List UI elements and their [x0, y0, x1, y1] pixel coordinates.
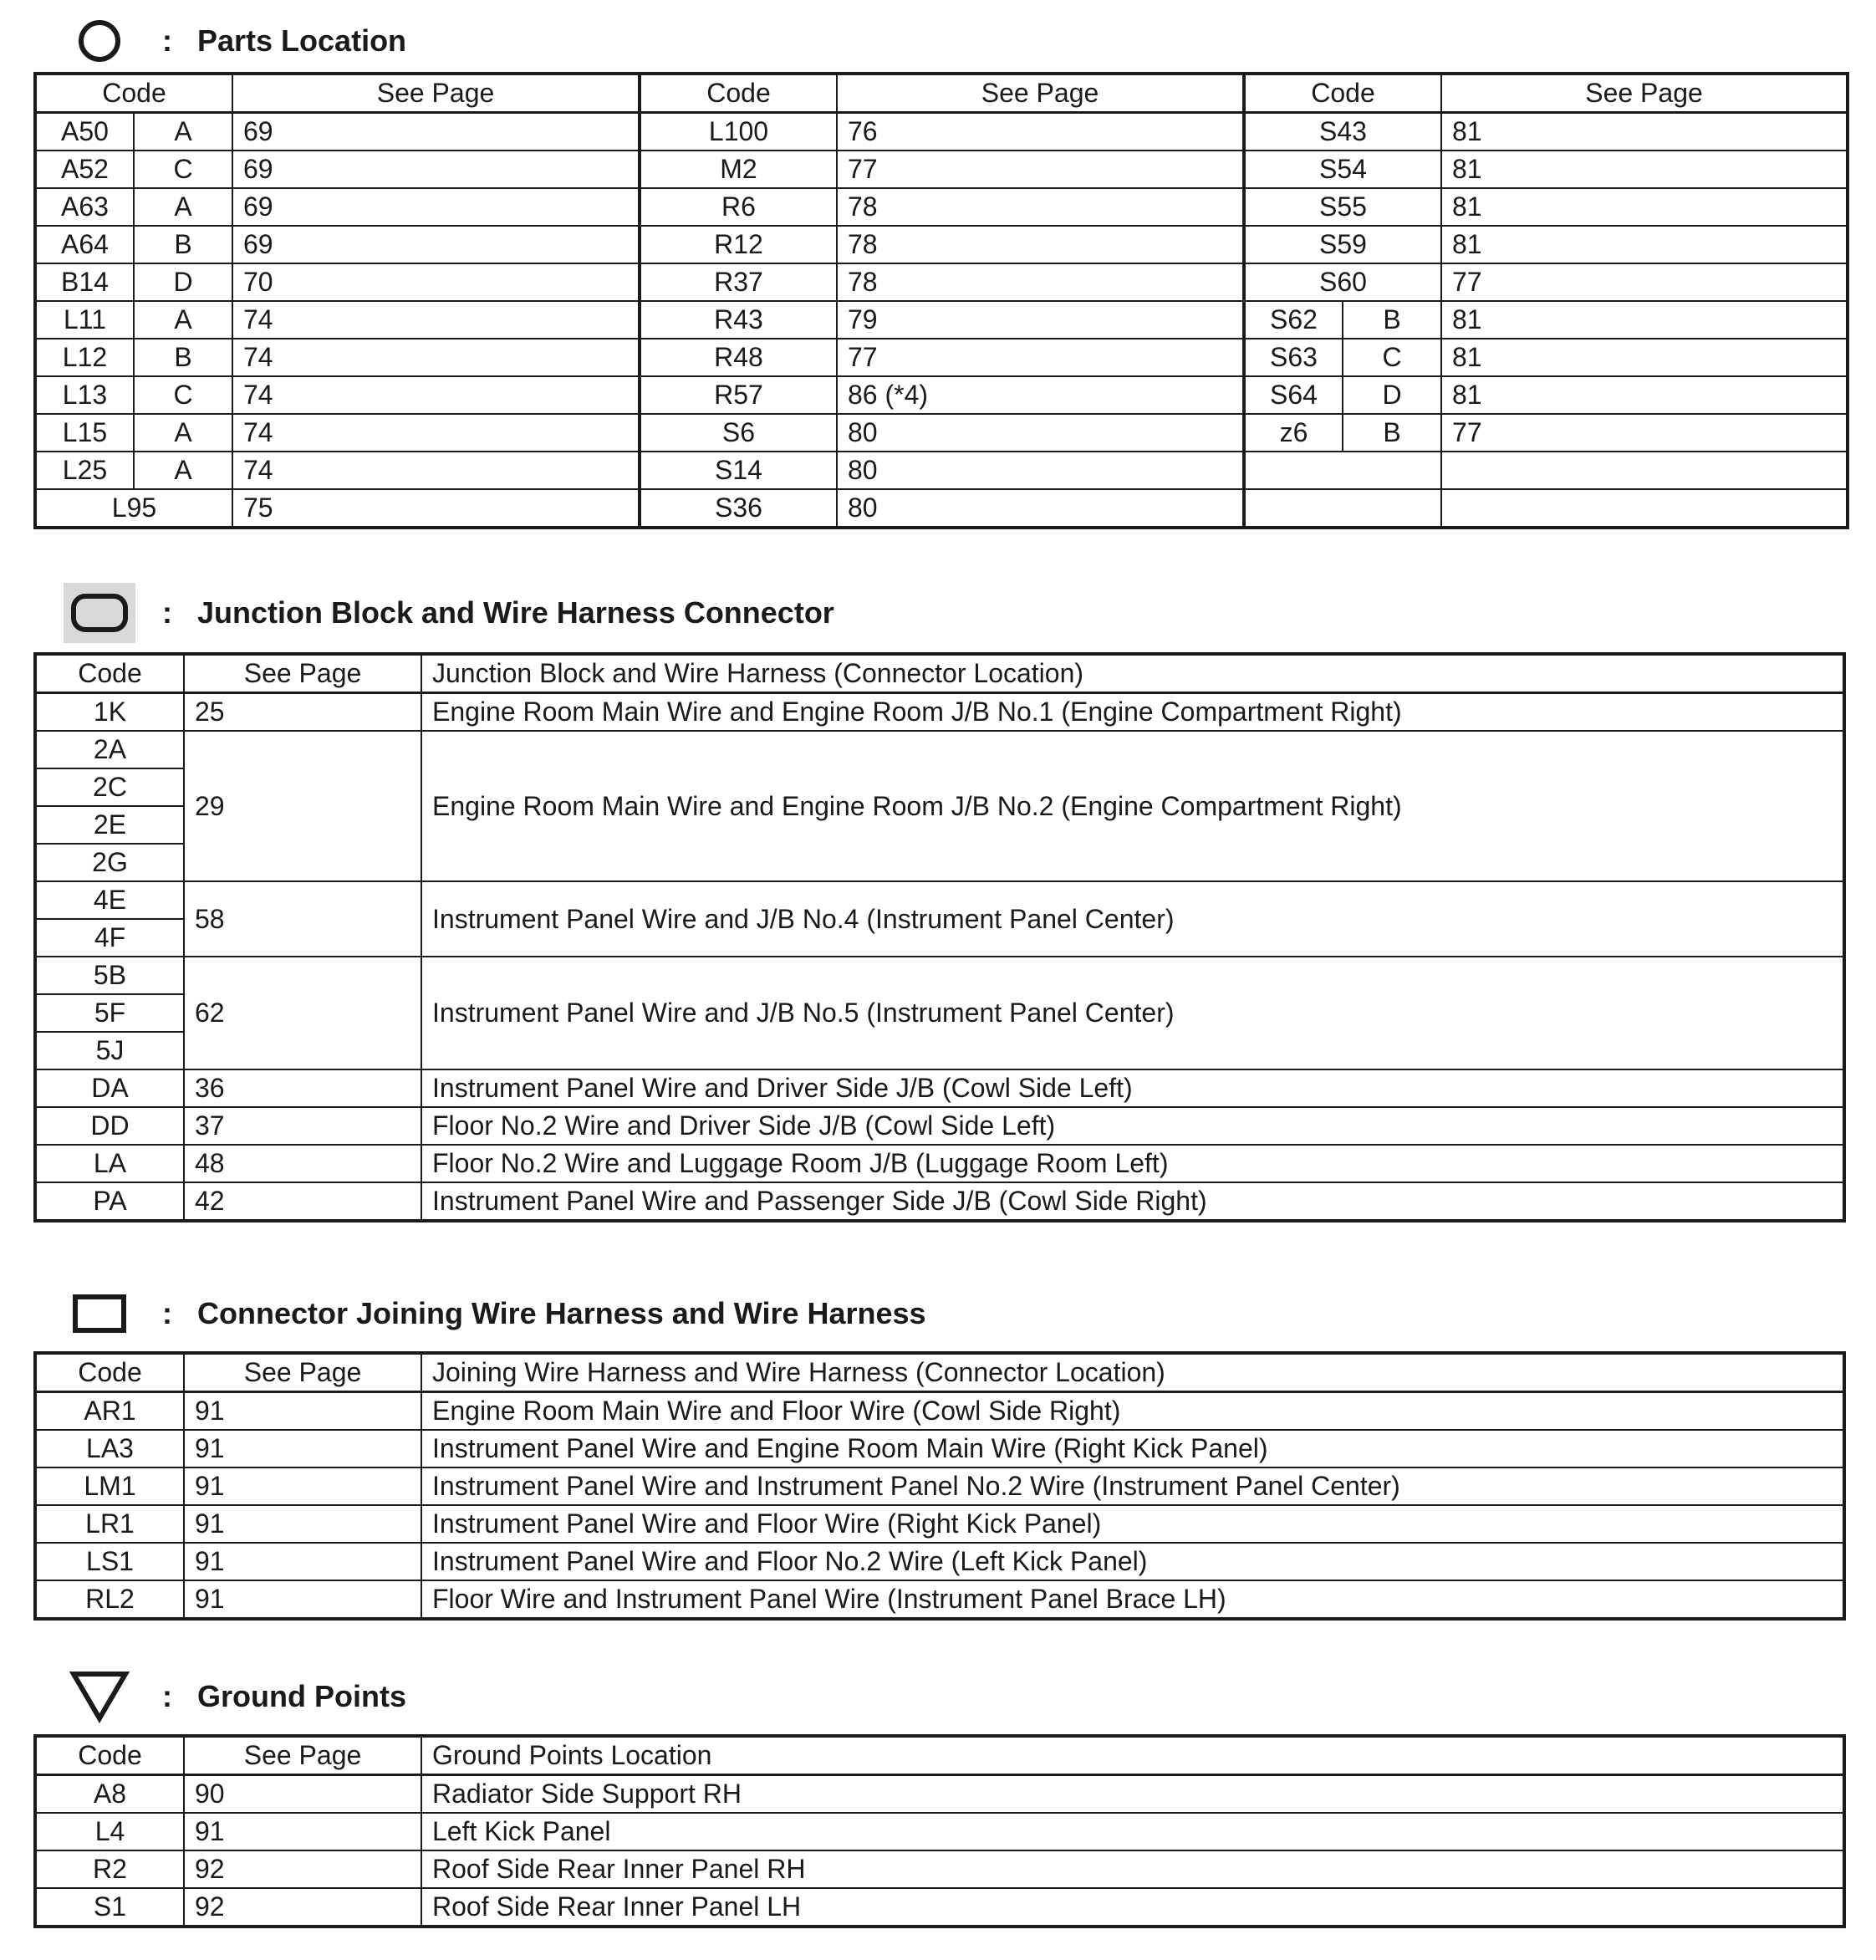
- junction-block-table: [33, 652, 1846, 1222]
- table-header-row: [35, 1353, 1844, 1392]
- see-page-cell: 69: [232, 226, 640, 263]
- code-cell: RL2: [35, 1580, 184, 1619]
- location-cell: Instrument Panel Wire and J/B No.5 (Instrument Panel Center): [421, 957, 1844, 1069]
- table-row: [35, 1392, 1844, 1431]
- code-cell: B14: [35, 263, 134, 301]
- table-row: [35, 881, 1844, 919]
- column-header-code: Code: [35, 1736, 184, 1775]
- see-page-cell: 80: [837, 452, 1244, 489]
- code-cell: M2: [640, 151, 837, 188]
- table-row: [35, 957, 1844, 994]
- see-page-cell: 81: [1441, 226, 1848, 263]
- location-cell: Radiator Side Support RH: [421, 1775, 1844, 1814]
- see-page-cell: 36: [184, 1069, 421, 1107]
- table-row: [35, 1888, 1844, 1927]
- code-cell: DD: [35, 1107, 184, 1145]
- location-cell: Engine Room Main Wire and Engine Room J/B No.2 (Engine Compartment Right): [421, 731, 1844, 881]
- code-cell: S36: [640, 489, 837, 528]
- see-page-cell: [1441, 489, 1848, 528]
- table-row: [35, 1467, 1844, 1505]
- code-cell: A50: [35, 113, 134, 151]
- connector-letter-cell: D: [1343, 376, 1441, 414]
- code-cell: 4F: [35, 919, 184, 957]
- see-page-cell: 74: [232, 339, 640, 376]
- code-cell: A64: [35, 226, 134, 263]
- see-page-cell: 92: [184, 1888, 421, 1927]
- connector-joining-rows: [35, 1392, 1844, 1620]
- column-header-see-page: See Page: [837, 74, 1244, 113]
- connector-joining-table: [33, 1351, 1846, 1621]
- see-page-cell: 91: [184, 1467, 421, 1505]
- table-header-row: [35, 74, 1848, 113]
- table-row: [35, 731, 1844, 768]
- table-header-row: [35, 654, 1844, 693]
- location-cell: Instrument Panel Wire and J/B No.4 (Instrument Panel Center): [421, 881, 1844, 957]
- code-cell: L12: [35, 339, 134, 376]
- see-page-cell: 80: [837, 414, 1244, 452]
- code-cell: A63: [35, 188, 134, 226]
- location-cell: Instrument Panel Wire and Driver Side J/B (Cowl Side Left): [421, 1069, 1844, 1107]
- table-row: [35, 1145, 1844, 1182]
- see-page-cell: 81: [1441, 113, 1848, 151]
- code-cell: z6: [1244, 414, 1343, 452]
- see-page-cell: 90: [184, 1775, 421, 1814]
- section-title: Ground Points: [197, 1679, 406, 1713]
- code-cell: R57: [640, 376, 837, 414]
- see-page-cell: 69: [232, 188, 640, 226]
- table-row: [35, 1430, 1844, 1467]
- see-page-cell: 80: [837, 489, 1244, 528]
- connector-letter-cell: A: [134, 301, 232, 339]
- table-row: [35, 693, 1844, 732]
- see-page-cell: 78: [837, 263, 1244, 301]
- see-page-cell: 91: [184, 1813, 421, 1850]
- code-cell: R48: [640, 339, 837, 376]
- see-page-cell: 58: [184, 881, 421, 957]
- code-cell: 5B: [35, 957, 184, 994]
- column-header-location: Junction Block and Wire Harness (Connector Location): [421, 654, 1844, 693]
- code-cell: S62: [1244, 301, 1343, 339]
- code-cell: 1K: [35, 693, 184, 732]
- column-header-code: Code: [1244, 74, 1441, 113]
- code-cell: R43: [640, 301, 837, 339]
- table-row: [35, 452, 1848, 489]
- code-cell: S14: [640, 452, 837, 489]
- location-cell: Instrument Panel Wire and Floor No.2 Wire (Left Kick Panel): [421, 1543, 1844, 1580]
- connector-letter-cell: A: [134, 452, 232, 489]
- see-page-cell: 74: [232, 414, 640, 452]
- see-page-cell: 69: [232, 151, 640, 188]
- code-cell: 2E: [35, 806, 184, 844]
- see-page-cell: 69: [232, 113, 640, 151]
- see-page-cell: 81: [1441, 151, 1848, 188]
- location-cell: Instrument Panel Wire and Instrument Panel No.2 Wire (Instrument Panel Center): [421, 1467, 1844, 1505]
- code-cell: L15: [35, 414, 134, 452]
- see-page-cell: 78: [837, 188, 1244, 226]
- code-cell: R37: [640, 263, 837, 301]
- table-row: [35, 1069, 1844, 1107]
- code-cell: S63: [1244, 339, 1343, 376]
- table-row: [35, 376, 1848, 414]
- code-cell: 2A: [35, 731, 184, 768]
- triangle-down-icon: [62, 1667, 137, 1726]
- code-cell: L95: [35, 489, 232, 528]
- table-row: [35, 339, 1848, 376]
- see-page-cell: 42: [184, 1182, 421, 1221]
- see-page-cell: 91: [184, 1392, 421, 1431]
- see-page-cell: 77: [837, 151, 1244, 188]
- separator: :: [162, 1296, 172, 1330]
- location-cell: Floor Wire and Instrument Panel Wire (Instrument Panel Brace LH): [421, 1580, 1844, 1619]
- code-cell: S6: [640, 414, 837, 452]
- see-page-cell: 74: [232, 452, 640, 489]
- location-cell: Floor No.2 Wire and Driver Side J/B (Cowl Side Left): [421, 1107, 1844, 1145]
- see-page-cell: 78: [837, 226, 1244, 263]
- code-cell: PA: [35, 1182, 184, 1221]
- see-page-cell: 81: [1441, 339, 1848, 376]
- column-header-see-page: See Page: [1441, 74, 1848, 113]
- column-header-location: Ground Points Location: [421, 1736, 1844, 1775]
- code-cell: LA3: [35, 1430, 184, 1467]
- connector-letter-cell: C: [1343, 339, 1441, 376]
- parts-location-rows: [35, 113, 1848, 528]
- connector-letter-cell: B: [1343, 301, 1441, 339]
- connector-letter-cell: A: [134, 113, 232, 151]
- location-cell: Roof Side Rear Inner Panel RH: [421, 1850, 1844, 1888]
- code-cell: LS1: [35, 1543, 184, 1580]
- see-page-cell: 70: [232, 263, 640, 301]
- see-page-cell: 74: [232, 301, 640, 339]
- column-header-see-page: See Page: [184, 1353, 421, 1392]
- see-page-cell: 75: [232, 489, 640, 528]
- see-page-cell: [1441, 452, 1848, 489]
- code-cell: R12: [640, 226, 837, 263]
- ground-points-rows: [35, 1775, 1844, 1927]
- see-page-cell: 48: [184, 1145, 421, 1182]
- code-cell: S1: [35, 1888, 184, 1927]
- code-cell: R2: [35, 1850, 184, 1888]
- column-header-location: Joining Wire Harness and Wire Harness (Connector Location): [421, 1353, 1844, 1392]
- junction-block-rows: [35, 693, 1844, 1222]
- code-cell: 4E: [35, 881, 184, 919]
- table-row: [35, 301, 1848, 339]
- connector-letter-cell: C: [134, 376, 232, 414]
- rounded-rect-icon: [62, 584, 137, 642]
- circle-icon: [62, 12, 137, 70]
- code-cell: S59: [1244, 226, 1441, 263]
- see-page-cell: 77: [1441, 414, 1848, 452]
- see-page-cell: 81: [1441, 188, 1848, 226]
- location-cell: Engine Room Main Wire and Engine Room J/B No.1 (Engine Compartment Right): [421, 693, 1844, 732]
- separator: :: [162, 23, 172, 58]
- code-cell: [1244, 452, 1441, 489]
- code-cell: S54: [1244, 151, 1441, 188]
- table-row: [35, 489, 1848, 528]
- location-cell: Floor No.2 Wire and Luggage Room J/B (Luggage Room Left): [421, 1145, 1844, 1182]
- see-page-cell: 92: [184, 1850, 421, 1888]
- table-row: [35, 1850, 1844, 1888]
- code-cell: S60: [1244, 263, 1441, 301]
- code-cell: A8: [35, 1775, 184, 1814]
- column-header-code: Code: [35, 1353, 184, 1392]
- see-page-cell: 79: [837, 301, 1244, 339]
- code-cell: S55: [1244, 188, 1441, 226]
- column-header-code: Code: [640, 74, 837, 113]
- code-cell: L25: [35, 452, 134, 489]
- code-cell: L13: [35, 376, 134, 414]
- separator: :: [162, 595, 172, 630]
- see-page-cell: 91: [184, 1543, 421, 1580]
- see-page-cell: 74: [232, 376, 640, 414]
- see-page-cell: 91: [184, 1580, 421, 1619]
- see-page-cell: 86 (*4): [837, 376, 1244, 414]
- table-row: [35, 188, 1848, 226]
- code-cell: R6: [640, 188, 837, 226]
- see-page-cell: 29: [184, 731, 421, 881]
- code-cell: 2G: [35, 844, 184, 881]
- column-header-code: Code: [35, 654, 184, 693]
- table-row: [35, 1182, 1844, 1221]
- see-page-cell: 77: [1441, 263, 1848, 301]
- see-page-cell: 37: [184, 1107, 421, 1145]
- code-cell: 5J: [35, 1032, 184, 1069]
- code-cell: S43: [1244, 113, 1441, 151]
- code-cell: 2C: [35, 768, 184, 806]
- section-title: Parts Location: [197, 23, 407, 58]
- location-cell: Instrument Panel Wire and Passenger Side J/B (Cowl Side Right): [421, 1182, 1844, 1221]
- code-cell: L11: [35, 301, 134, 339]
- connector-letter-cell: B: [134, 339, 232, 376]
- table-row: [35, 113, 1848, 151]
- section-title: Connector Joining Wire Harness and Wire Harness: [197, 1296, 926, 1330]
- code-cell: DA: [35, 1069, 184, 1107]
- column-header-see-page: See Page: [184, 1736, 421, 1775]
- column-header-see-page: See Page: [184, 654, 421, 693]
- see-page-cell: 81: [1441, 376, 1848, 414]
- see-page-cell: 81: [1441, 301, 1848, 339]
- connector-letter-cell: D: [134, 263, 232, 301]
- location-cell: Instrument Panel Wire and Floor Wire (Right Kick Panel): [421, 1505, 1844, 1543]
- table-row: [35, 263, 1848, 301]
- code-cell: L4: [35, 1813, 184, 1850]
- connector-letter-cell: A: [134, 188, 232, 226]
- separator: :: [162, 1679, 172, 1713]
- code-cell: LA: [35, 1145, 184, 1182]
- code-cell: A52: [35, 151, 134, 188]
- parts-location-table: [33, 72, 1849, 529]
- table-row: [35, 1107, 1844, 1145]
- table-row: [35, 151, 1848, 188]
- code-cell: L100: [640, 113, 837, 151]
- code-cell: LM1: [35, 1467, 184, 1505]
- connector-letter-cell: B: [134, 226, 232, 263]
- see-page-cell: 76: [837, 113, 1244, 151]
- see-page-cell: 91: [184, 1430, 421, 1467]
- table-row: [35, 1775, 1844, 1814]
- table-row: [35, 226, 1848, 263]
- column-header-code: Code: [35, 74, 232, 113]
- connector-letter-cell: C: [134, 151, 232, 188]
- location-cell: Instrument Panel Wire and Engine Room Main Wire (Right Kick Panel): [421, 1430, 1844, 1467]
- location-cell: Left Kick Panel: [421, 1813, 1844, 1850]
- table-row: [35, 1543, 1844, 1580]
- section-title: Junction Block and Wire Harness Connector: [197, 595, 834, 630]
- location-cell: Roof Side Rear Inner Panel LH: [421, 1888, 1844, 1927]
- table-row: [35, 1505, 1844, 1543]
- ground-points-table: [33, 1734, 1846, 1928]
- table-row: [35, 1813, 1844, 1850]
- table-row: [35, 414, 1848, 452]
- code-cell: 5F: [35, 994, 184, 1032]
- rectangle-icon: [62, 1284, 137, 1343]
- table-header-row: [35, 1736, 1844, 1775]
- see-page-cell: 62: [184, 957, 421, 1069]
- code-cell: LR1: [35, 1505, 184, 1543]
- see-page-cell: 25: [184, 693, 421, 732]
- location-cell: Engine Room Main Wire and Floor Wire (Cowl Side Right): [421, 1392, 1844, 1431]
- connector-letter-cell: B: [1343, 414, 1441, 452]
- see-page-cell: 91: [184, 1505, 421, 1543]
- see-page-cell: 77: [837, 339, 1244, 376]
- table-row: [35, 1580, 1844, 1619]
- code-cell: AR1: [35, 1392, 184, 1431]
- code-cell: [1244, 489, 1441, 528]
- connector-letter-cell: A: [134, 414, 232, 452]
- column-header-see-page: See Page: [232, 74, 640, 113]
- code-cell: S64: [1244, 376, 1343, 414]
